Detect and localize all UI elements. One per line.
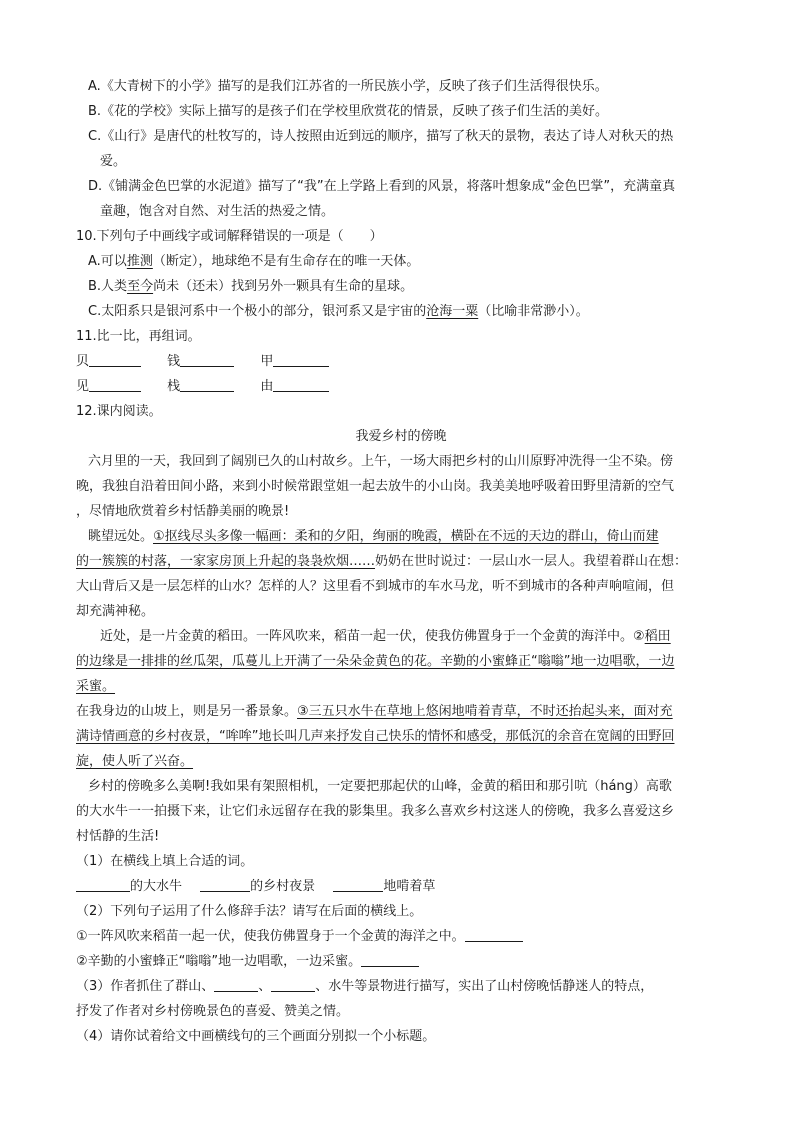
answer-blank[interactable] [180, 352, 234, 367]
q9-option-b: B.《花的学校》实际上描写的是孩子们在学校里欣赏花的情景，反映了孩子们生活的美好。 [88, 104, 609, 119]
q9-option-d: D.《铺满金色巴掌的水泥道》描写了“我”在上学路上看到的风景，将落叶想象成“金色巴掌”，充满童真 [88, 179, 676, 194]
q9-option-c-cont: 爱。 [100, 154, 127, 169]
passage-p4-line [76, 749, 726, 774]
underlined-sentence: ③三五只水牛在草地上悠闲地啃着青草，不时还抬起头来，面对充 [297, 704, 673, 719]
answer-blank[interactable] [271, 977, 315, 992]
underlined-sentence: 稻田 [644, 629, 671, 644]
passage-p5-line: 的大水牛一一拍摄下来，让它们永远留存在我的影集里。我多么喜欢乡村这迷人的傍晚，我多么喜爱这乡 [76, 804, 675, 819]
q11-row-2 [76, 374, 726, 399]
q11-char: 栈 [167, 379, 181, 394]
passage-p4-line: 在我身边的山坡上，则是另一番景象。③三五只水牛在草地上悠闲地啃着青草，不时还抬起头来，面对充 [76, 704, 673, 719]
answer-blank[interactable] [89, 352, 141, 367]
sub-question-2-item-1: ①一阵风吹来稻苗一起一伏，使我仿佛置身于一个金黄的海洋之中。 [76, 924, 726, 949]
q10-option-a: A.可以推测（断定），地球绝不是有生命存在的唯一天体。 [88, 254, 420, 269]
sub-question-1-stem: （1）在横线上填上合适的词。 [76, 854, 254, 869]
underlined-sentence: 的边缘是一排排的丝瓜架，瓜蔓儿上开满了一朵朵金黄色的花。辛勤的小蜜蜂正“嗡嗡”地一边唱歌，一边 [76, 654, 675, 669]
answer-blank[interactable] [273, 352, 329, 367]
q9-option-d-cont: 童趣，饱含对自然、对生活的热爱之情。 [100, 204, 335, 219]
passage-p2-line: 眺望远处。①抠线尽头多像一幅画：柔和的夕阳，绚丽的晚霞，横卧在不远的天边的群山，倚山而建 [88, 529, 659, 544]
passage-p5-line: 村恬静的生活! [76, 829, 160, 844]
q10-option-c: C.太阳系只是银河系中一个极小的部分，银河系又是宇宙的沧海一粟（比喻非常渺小）。 [88, 304, 589, 319]
q11-char: 见 [76, 379, 90, 394]
passage-p4-line [76, 724, 726, 749]
underlined-word: 至今 [127, 279, 154, 294]
answer-blank[interactable] [180, 377, 234, 392]
passage-p3-line: 近处，是一片金黄的稻田。一阵风吹来，稻苗一起一伏，使我仿佛置身于一个金黄的海洋中。②稻田 [100, 629, 671, 644]
passage-title: 我爱乡村的傍晚 [355, 429, 447, 444]
passage-p5-line: 乡村的傍晚多么美啊!我如果有架照相机，一定要把那起伏的山峰，金黄的稻田和那引吭（háng）高歌 [88, 779, 672, 794]
q11-char: 由 [260, 379, 274, 394]
q11-row-1 [76, 349, 726, 374]
q10-stem: 10.下列句子中画线字或词解释错误的一项是（ ） [76, 229, 383, 244]
passage-p1-line: ，尽情地欣赏着乡村恬静美丽的晚景! [76, 504, 290, 519]
q9-option-a: A.《大青树下的小学》描写的是我们江苏省的一所民族小学，反映了孩子们生活得很快乐。 [88, 79, 608, 94]
q11-char: 甲 [260, 354, 274, 369]
underlined-sentence: ①抠线尽头多像一幅画：柔和的夕阳，绚丽的晚霞，横卧在不远的天边的群山，倚山而建 [153, 529, 659, 544]
passage-p2-line: 的一簇簇的村落，一家家房顶上升起的袅袅炊烟……奶奶在世时说过：一层山水一层人。我望着群山在想： [76, 554, 688, 569]
sub-question-4-stem: （4）请你试着给文中画横线句的三个画面分别拟一个小标题。 [76, 1029, 436, 1044]
passage-p3-line [76, 649, 726, 674]
answer-blank[interactable] [76, 877, 130, 892]
sub-question-2-item-2: ②辛勤的小蜜蜂正“嗡嗡”地一边唱歌，一边采蜜。 [76, 949, 726, 974]
sub-question-3-line: （3）作者抓住了群山、 、 、水牛等景物进行描写，实出了山村傍晚恬静迷人的特点， [76, 979, 654, 994]
passage-p3-line [76, 674, 726, 699]
underlined-sentence: 采蜜。 [76, 679, 116, 694]
underlined-sentence: 旋，使人听了兴奋。 [76, 754, 194, 769]
passage-p1-line: 六月里的一天，我回到了阔别已久的山村故乡。上午，一场大雨把乡村的山川原野冲洗得一尘不染。傍 [88, 454, 674, 469]
answer-blank[interactable] [89, 377, 141, 392]
q11-char: 贝 [76, 354, 90, 369]
answer-blank[interactable] [200, 877, 250, 892]
passage-p1-line: 晚，我独自沿着田间小路，来到小时候常跟堂姐一起去放牛的小山岗。我美美地呼吸着田野里清新的空气 [76, 479, 675, 494]
worksheet-page [76, 74, 726, 1049]
passage-p2-line: 大山背后又是一层怎样的山水？怎样的人？这里看不到城市的车水马龙，听不到城市的各种声响喧闹，但 [76, 579, 675, 594]
sub-question-3-line: 抒发了作者对乡村傍晚景色的喜爱、赞美之情。 [76, 1004, 350, 1019]
answer-blank[interactable] [361, 952, 419, 967]
answer-blank[interactable] [273, 377, 329, 392]
answer-blank[interactable] [333, 877, 383, 892]
answer-blank[interactable] [465, 927, 523, 942]
underlined-word: 沧海一粟 [426, 304, 479, 319]
sub-question-2-stem: （2）下列句子运用了什么修辞手法？请写在后面的横线上。 [76, 904, 423, 919]
passage-p2-line: 却充满神秘。 [76, 604, 155, 619]
q10-option-b: B.人类至今尚未（还未）找到另外一颗具有生命的星球。 [88, 279, 414, 294]
q11-char: 钱 [167, 354, 181, 369]
underlined-sentence: 的一簇簇的村落，一家家房顶上升起的袅袅炊烟…… [76, 554, 376, 569]
q11-stem: 11.比一比，再组词。 [76, 329, 201, 344]
sub-question-1-blanks: 的大水牛 的乡村夜景 地啃着草 [76, 874, 726, 899]
answer-blank[interactable] [214, 977, 258, 992]
underlined-word: 推测 [126, 254, 153, 269]
q12-stem: 12.课内阅读。 [76, 404, 162, 419]
underlined-sentence: 满诗情画意的乡村夜景，“哞哞”地长叫几声来抒发自己快乐的情怀和感受，那低沉的余音在宽阔的田野回 [76, 729, 675, 744]
q9-option-c: C.《山行》是唐代的杜牧写的，诗人按照由近到远的顺序，描写了秋天的景物，表达了诗人对秋天的热 [88, 129, 674, 144]
